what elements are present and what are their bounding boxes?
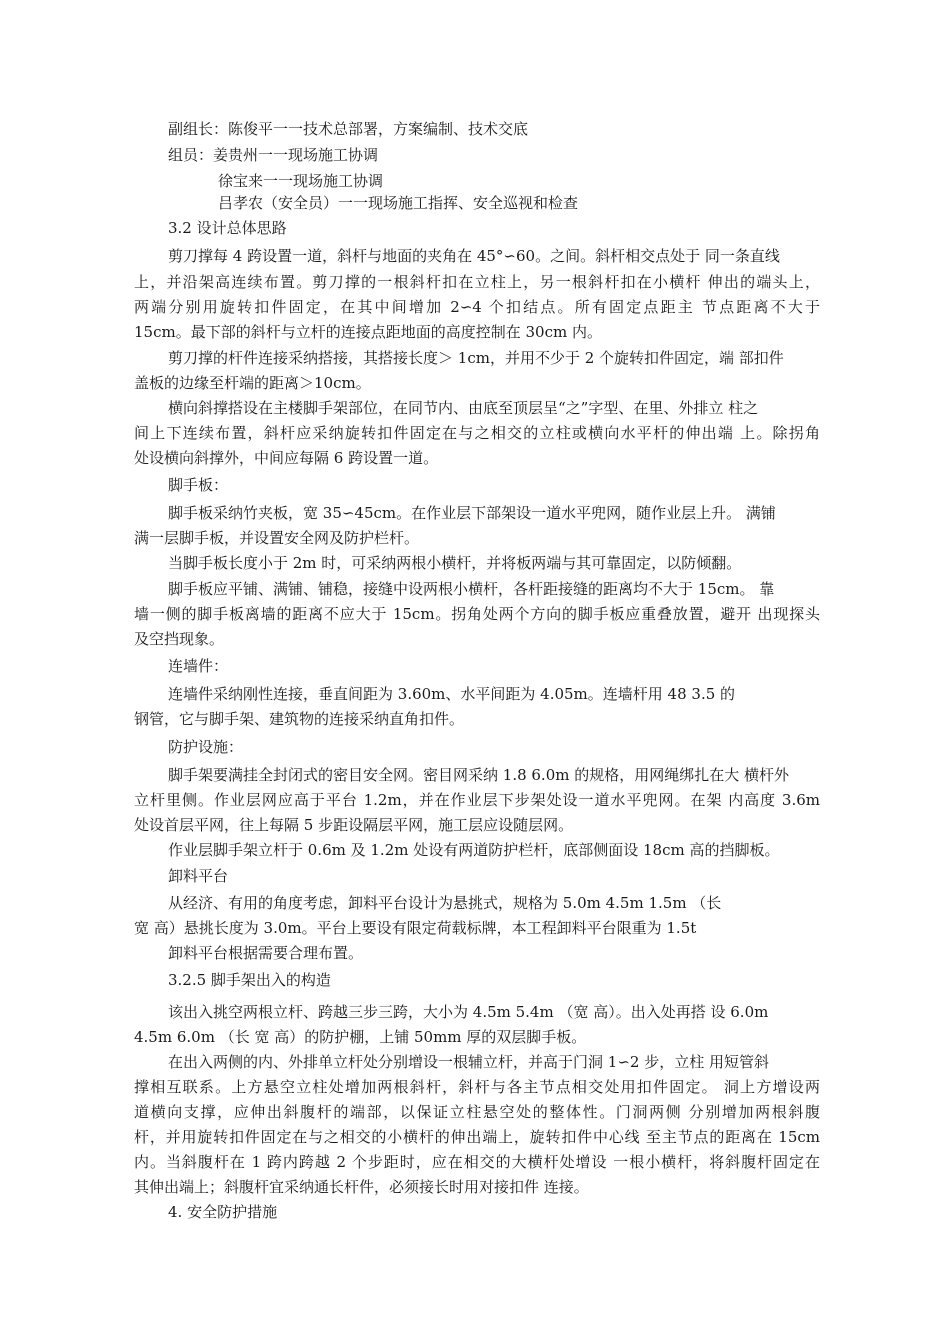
paragraph-line: 立杆里侧。作业层网应高于平台 1.2m，并在作业层下步架处设一道水平兜网。在架 内高度 3.6m bbox=[134, 791, 820, 809]
paragraph-line: 该出入挑空两根立杆、跨越三步三跨，大小为 4.5m 5.4m （宽 高）。出入处再搭 设 6.0m bbox=[168, 1003, 769, 1021]
subsection-heading: 卸料平台 bbox=[168, 867, 229, 885]
subsection-heading: 连墙件： bbox=[168, 657, 229, 675]
paragraph-line: 连墙件采纳刚性连接，垂直间距为 3.60m、水平间距为 4.05m。连墙杆用 48 3.5 的 bbox=[168, 685, 736, 703]
section-heading: 4. 安全防护措施 bbox=[168, 1203, 278, 1221]
paragraph-line: 在出入两侧的内、外排单立杆处分别增设一根辅立杆，并高于门洞 1∽2 步，立柱 用短管斜 bbox=[168, 1053, 769, 1071]
team-member-line: 吕孝农（安全员）一一现场施工指挥、安全巡视和检查 bbox=[218, 194, 579, 212]
paragraph-line: 卸料平台根据需要合理布置。 bbox=[168, 944, 364, 962]
paragraph-line: 脚手板应平铺、满铺、铺稳，接缝中设两根小横杆，各杆距接缝的距离均不大于 15cm。 靠 bbox=[168, 580, 775, 598]
paragraph-line: 其伸出端上；斜腹杆宜采纳通长杆件，必须接长时用对接扣件 连接。 bbox=[134, 1178, 589, 1196]
paragraph-line: 作业层脚手架立杆于 0.6m 及 1.2m 处设有两道防护栏杆，底部侧面设 18cm 高的挡脚板。 bbox=[168, 841, 780, 859]
paragraph-line: 满一层脚手板，并设置安全网及防护栏杆。 bbox=[134, 529, 420, 547]
paragraph-line: 剪刀撑的杆件连接采纳搭接，其搭接长度＞ 1cm，并用不少于 2 个旋转扣件固定，端 部扣件 bbox=[168, 349, 784, 367]
paragraph-line: 上，并沿架高连续布置。剪刀撑的一根斜杆扣在立柱上，另一根斜杆扣在小横杆 伸出的端头上， bbox=[134, 273, 820, 291]
team-member-line: 徐宝来一一现场施工协调 bbox=[218, 172, 384, 190]
team-deputy-line: 副组长：陈俊平一一技术总部署，方案编制、技术交底 bbox=[168, 120, 529, 138]
paragraph-line: 处设横向斜撑外，中间应每隔 6 跨设置一道。 bbox=[134, 449, 439, 467]
paragraph-line: 15cm。最下部的斜杆与立杆的连接点距地面的高度控制在 30cm 内。 bbox=[134, 323, 602, 341]
paragraph-line: 宽 高）悬挑长度为 3.0m。平台上要设有限定荷载标牌，本工程卸料平台限重为 1.5t bbox=[134, 919, 697, 937]
subsection-heading: 防护设施： bbox=[168, 738, 244, 756]
paragraph-line: 剪刀撑每 4 跨设置一道，斜杆与地面的夹角在 45°∽60。之间。斜杆相交点处于 同一条直线 bbox=[168, 247, 780, 265]
paragraph-line: 处设首层平网，往上每隔 5 步距设隔层平网，施工层应设随层网。 bbox=[134, 816, 574, 834]
paragraph-line: 杆，并用旋转扣件固定在与之相交的小横杆的伸出端上，旋转扣件中心线 至主节点的距离在 15cm bbox=[134, 1128, 820, 1146]
paragraph-line: 道横向支撑，应伸出斜腹杆的端部，以保证立柱悬空处的整体性。门洞两侧 分别增加两根斜腹 bbox=[134, 1103, 820, 1121]
paragraph-line: 盖板的边缘至杆端的距离＞10cm。 bbox=[134, 374, 371, 392]
paragraph-line: 撑相互联系。上方悬空立柱处增加两根斜杆，斜杆与各主节点相交处用扣件固定。 洞上方增设两 bbox=[134, 1078, 820, 1096]
paragraph-line: 当脚手板长度小于 2m 时，可采纳两根小横杆，并将板两端与其可靠固定，以防倾翻。 bbox=[168, 554, 742, 572]
section-heading: 3.2 设计总体思路 bbox=[168, 219, 287, 237]
paragraph-line: 及空挡现象。 bbox=[134, 630, 225, 648]
paragraph-line: 横向斜撑搭设在主楼脚手架部位，在同节内、由底至顶层呈“之”字型、在里、外排立 柱之 bbox=[168, 399, 759, 417]
paragraph-line: 4.5m 6.0m （长 宽 高）的防护棚，上铺 50mm 厚的双层脚手板。 bbox=[134, 1028, 587, 1046]
team-member-line: 组员：姜贵州一一现场施工协调 bbox=[168, 146, 379, 164]
paragraph-line: 脚手板采纳竹夹板，宽 35∽45cm。在作业层下部架设一道水平兜网，随作业层上升。 满铺 bbox=[168, 504, 776, 522]
subsection-heading: 脚手板： bbox=[168, 476, 229, 494]
paragraph-line: 间上下连续布置，斜杆应采纳旋转扣件固定在与之相交的立柱或横向水平杆的伸出端 上。除拐角 bbox=[134, 424, 820, 442]
paragraph-line: 脚手架要满挂全封闭式的密目安全网。密目网采纳 1.8 6.0m 的规格，用网绳绑扎在大 横杆外 bbox=[168, 766, 790, 784]
section-heading: 3.2.5 脚手架出入的构造 bbox=[168, 971, 331, 989]
paragraph-line: 钢管，它与脚手架、建筑物的连接采纳直角扣件。 bbox=[134, 710, 465, 728]
paragraph-line: 内。当斜腹杆在 1 跨内跨越 2 个步距时，应在相交的大横杆处增设 一根小横杆，将斜腹杆固定在 bbox=[134, 1153, 820, 1171]
paragraph-line: 两端分别用旋转扣件固定，在其中间增加 2∽4 个扣结点。所有固定点距主 节点距离不大于 bbox=[134, 298, 820, 316]
paragraph-line: 墙一侧的脚手板离墙的距离不应大于 15cm。拐角处两个方向的脚手板应重叠放置，避开 出现探头 bbox=[134, 605, 820, 623]
paragraph-line: 从经济、有用的角度考虑，卸料平台设计为悬挑式，规格为 5.0m 4.5m 1.5m （长 bbox=[168, 894, 722, 912]
